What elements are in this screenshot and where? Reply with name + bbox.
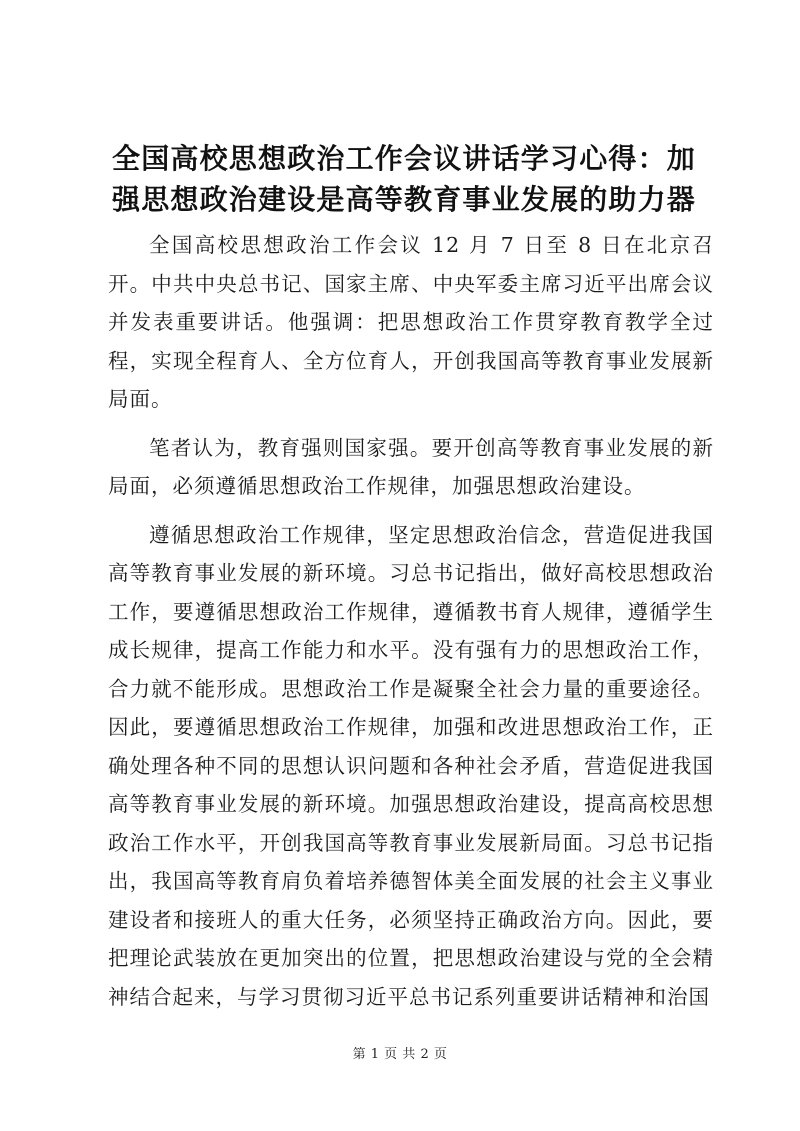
page-footer: 第 1 页 共 2 页 [352,1047,448,1062]
document-body [108,226,714,1026]
paragraph-1: 全国高校思想政治工作会议 12 月 7 日至 8 日在北京召开。中共中央总书记、国家主席、中央军委主席习近平出席会议并发表重要讲话。他强调：把思想政治工作贯穿教育教学全过程，实现全程育人、全方位育人，开创我国高等教育事业发展新局面。 [108,233,714,411]
paragraph-3: 遵循思想政治工作规律，坚定思想政治信念，营造促进我国高等教育事业发展的新环境。习总书记指出，做好高校思想政治工作，要遵循思想政治工作规律，遵循教书育人规律，遵循学生成长规律，提高工作能力和水平。没有强有力的思想政治工作，合力就不能形成。思想政治工作是凝聚全社会力量的重要途径。因此，要遵循思想政治工作规律，加强和改进思想政治工作，正确处理各种不同的思想认识问题和各种社会矛盾，营造促进我国高等教育事业发展的新环境。加强思想政治建设，提高高校思想政治工作水平，开创我国高等教育事业发展新局面。习总书记指出，我国高等教育肩负着培养德智体美全面发展的社会主义事业建设者和接班人的重大任务，必须坚持正确政治方向。因此，要把理论武装放在更加突出的位置，把思想政治建设与党的全会精神结合起来，与学习贯彻习近平总书记系列重要讲话精神和治国 [108,522,714,1009]
paragraph-2: 笔者认为，教育强则国家强。要开创高等教育事业发展的新局面，必须遵循思想政治工作规律，加强思想政治建设。 [108,435,714,498]
document-title: 全国高校思想政治工作会议讲话学习心得：加强思想政治建设是高等教育事业发展的助力器 [112,142,697,216]
